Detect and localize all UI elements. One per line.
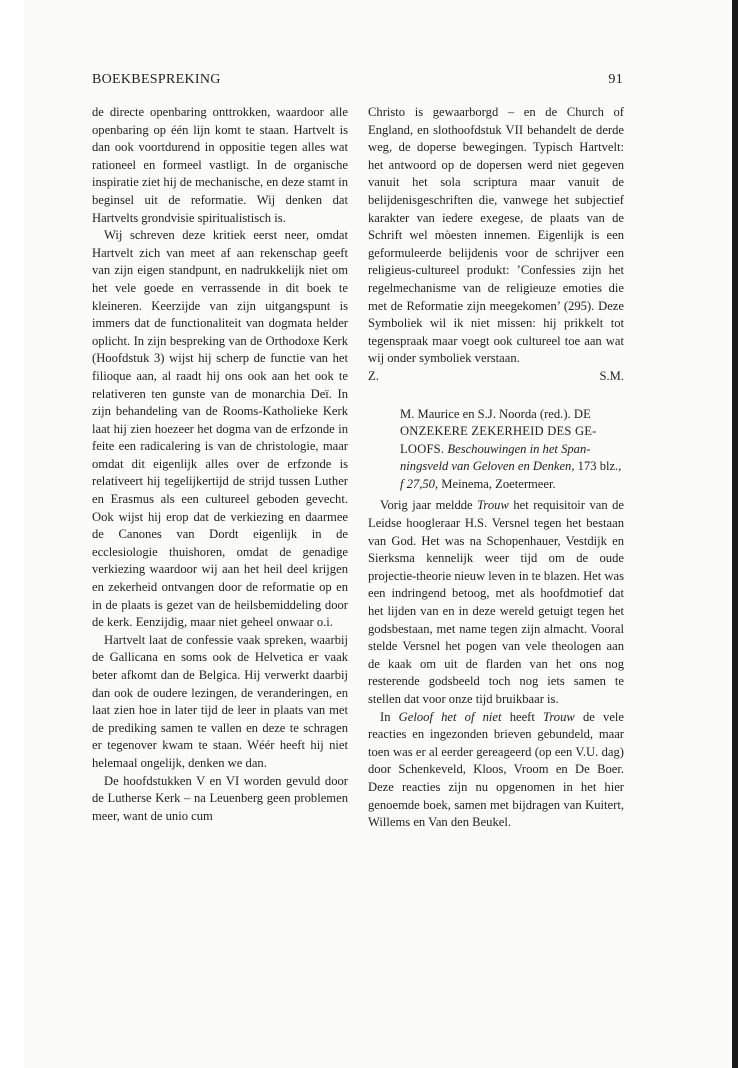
newspaper-name: Trouw	[543, 709, 575, 724]
section-title: BOEKBESPREKING	[92, 72, 221, 87]
newspaper-name: Trouw	[477, 498, 509, 513]
paragraph	[368, 497, 624, 708]
text-run: Vorig jaar meldde	[380, 498, 478, 513]
paragraph	[368, 709, 624, 832]
paragraph: Wij schreven deze kritiek eerst neer, omdat Hartvelt zich van meet af aan rekenschap geeft van zijn eigen standpunt, en nadrukkelijk niet om het vele goede en verrassende in dit boek te kleineren. Keerzijde van zijn uitgangspunt is immers dat de functionaliteit van dogmata helder oplicht. In zijn bespreking van de Orthodoxe Kerk (Hoofdstuk 3) wijst hij scherp de functie van het filioque aan, al raadt hij ons ook aan het ook te relativeren ten gunste van de monarchia Deï. In zijn behandeling van de Rooms-Katholieke Kerk laat hij zien hoezeer het dogma van de erfzonde in feite een radicalering is van de christologie, maar omdat dit eigenlijk alles over de erfzonde is relativeert hij tegelijkertijd de strijd tussen Luther en Erasmus als een cultureel geboden gevecht. Ook wijst hij erop dat de verkiezing en daarmee de Canones van Dordt eigenlijk in de ecclesiologie thuishoren, omdat de genadige verkiezing waardoor wij aan het heil deel krijgen en zekerheid ontvangen door de reformatie op en in de plaats is gezet van de heilsbemiddeling door de kerk. Eenzijdig, maar niet geheel onwaar o.i.	[92, 228, 348, 630]
paragraph: Hartvelt laat de confessie vaak spreken, waarbij de Gallicana en soms ook de Helvetica er vaak beter afkomt dan de Belgica. Hij verwerkt daarbij dan ook de oudere lezingen, de veranderingen, en laat zien hoe in later tijd de leer in plaats van met de prediking samen te vallen en deze te schragen er tegenover kwam te staan. Wéér heeft hij niet helemaal ongelijk, denken we dan.	[92, 632, 348, 770]
reference-pages: 173 blz.,	[577, 459, 622, 474]
text-run: heeft	[501, 709, 544, 724]
book-title: Geloof het of niet	[398, 709, 502, 724]
reference-authors: M. Maurice en S.J. Noorda (red.).	[400, 406, 571, 421]
paragraph: Christo is gewaarborgd – en de Church of England, en slothoofdstuk VII behandelt de derde weg, de doperse bewegingen. Typisch Hartvelt: het antwoord op de dopersen werd niet gegeven vanuit het sola scriptura maar vanuit de belijdenisgeschriften die, vanwege het subjectief karakter van iedere exegese, de plaats van de Schrift wel mòesten innemen. Eigenlijk is een geformuleerde belijdenis voor de schrijver een religieus-cultureel produkt: ’Confessies zijn het regelmechanisme van de religieuze emoties die met de Reformatie zijn meegekomen’ (295). Deze Symboliek wil ik niet missen: hij prikkelt tot tegenspraak maar voegt ook cultureel toe aan wat wij onder symboliek verstaan.	[368, 105, 624, 366]
signature-initial: Z.	[368, 368, 379, 383]
reference-title: DE ONZEKERE ZEKERHEID DES GELOOFS.	[400, 406, 597, 456]
reference-publisher: Meinema, Zoetermeer.	[441, 476, 556, 491]
left-column	[92, 104, 348, 825]
text-run: het requisitoir van de Leidse hoogleraar H.S. Versnel tegen het bestaan van God. Het was na Schopenhauer, Vestdijk en Sierksma kennelijk weer tijd om de oude projectie-theorie nieuw leven in te blazen. Het was een indringend betoog, met als hoofdmotief dat het lijden van en in deze wereld getuigt tegen het godsbestaan, met name tegen zijn almacht. Vooral stelde Versnel het pogen van vele theologen aan de kaak om uit de flarden van het ons nog resterende godsbeeld toch nog iets samen te stellen dat voor onze tijd bruikbaar is.	[368, 498, 624, 706]
reference-price: f 27,50,	[400, 476, 439, 491]
review-signature	[368, 368, 624, 386]
scan-edge	[732, 0, 738, 1068]
text-run: In	[380, 709, 399, 724]
right-column	[368, 104, 624, 832]
paragraph: De hoofdstukken V en VI worden gevuld door de Lutherse Kerk – na Leuenberg geen problemen meer, want de unio cum	[92, 773, 348, 823]
signature-author: S.M.	[599, 368, 624, 383]
reference-subtitle: Beschouwingen in het Spanningsveld van Geloven en Denken,	[400, 441, 591, 474]
paragraph: de directe openbaring onttrokken, waardoor alle openbaring op één lijn komt te staan. Hartvelt is dan ook voortdurend in oppositie tegen alles wat rationeel en formeel vastligt. In de organische inspiratie ziet hij de mechanische, en deze stamt in beginsel uit de reformatie. Wij denken dat Hartvelts grondvisie spiritualistisch is.	[92, 105, 348, 225]
text-run: de vele reacties en ingezonden brieven gebundeld, maar toen was er al eerder gereageerd (op een V.U. dag) door Schenkeveld, Kloos, Vroom en De Boer. Deze reacties zijn nu opgenomen in het hier genoemde boek, samen met bijdragen van Kuitert, Willems en Van den Beukel.	[368, 709, 624, 830]
book-reference	[400, 406, 624, 494]
page-number: 91	[608, 72, 623, 87]
